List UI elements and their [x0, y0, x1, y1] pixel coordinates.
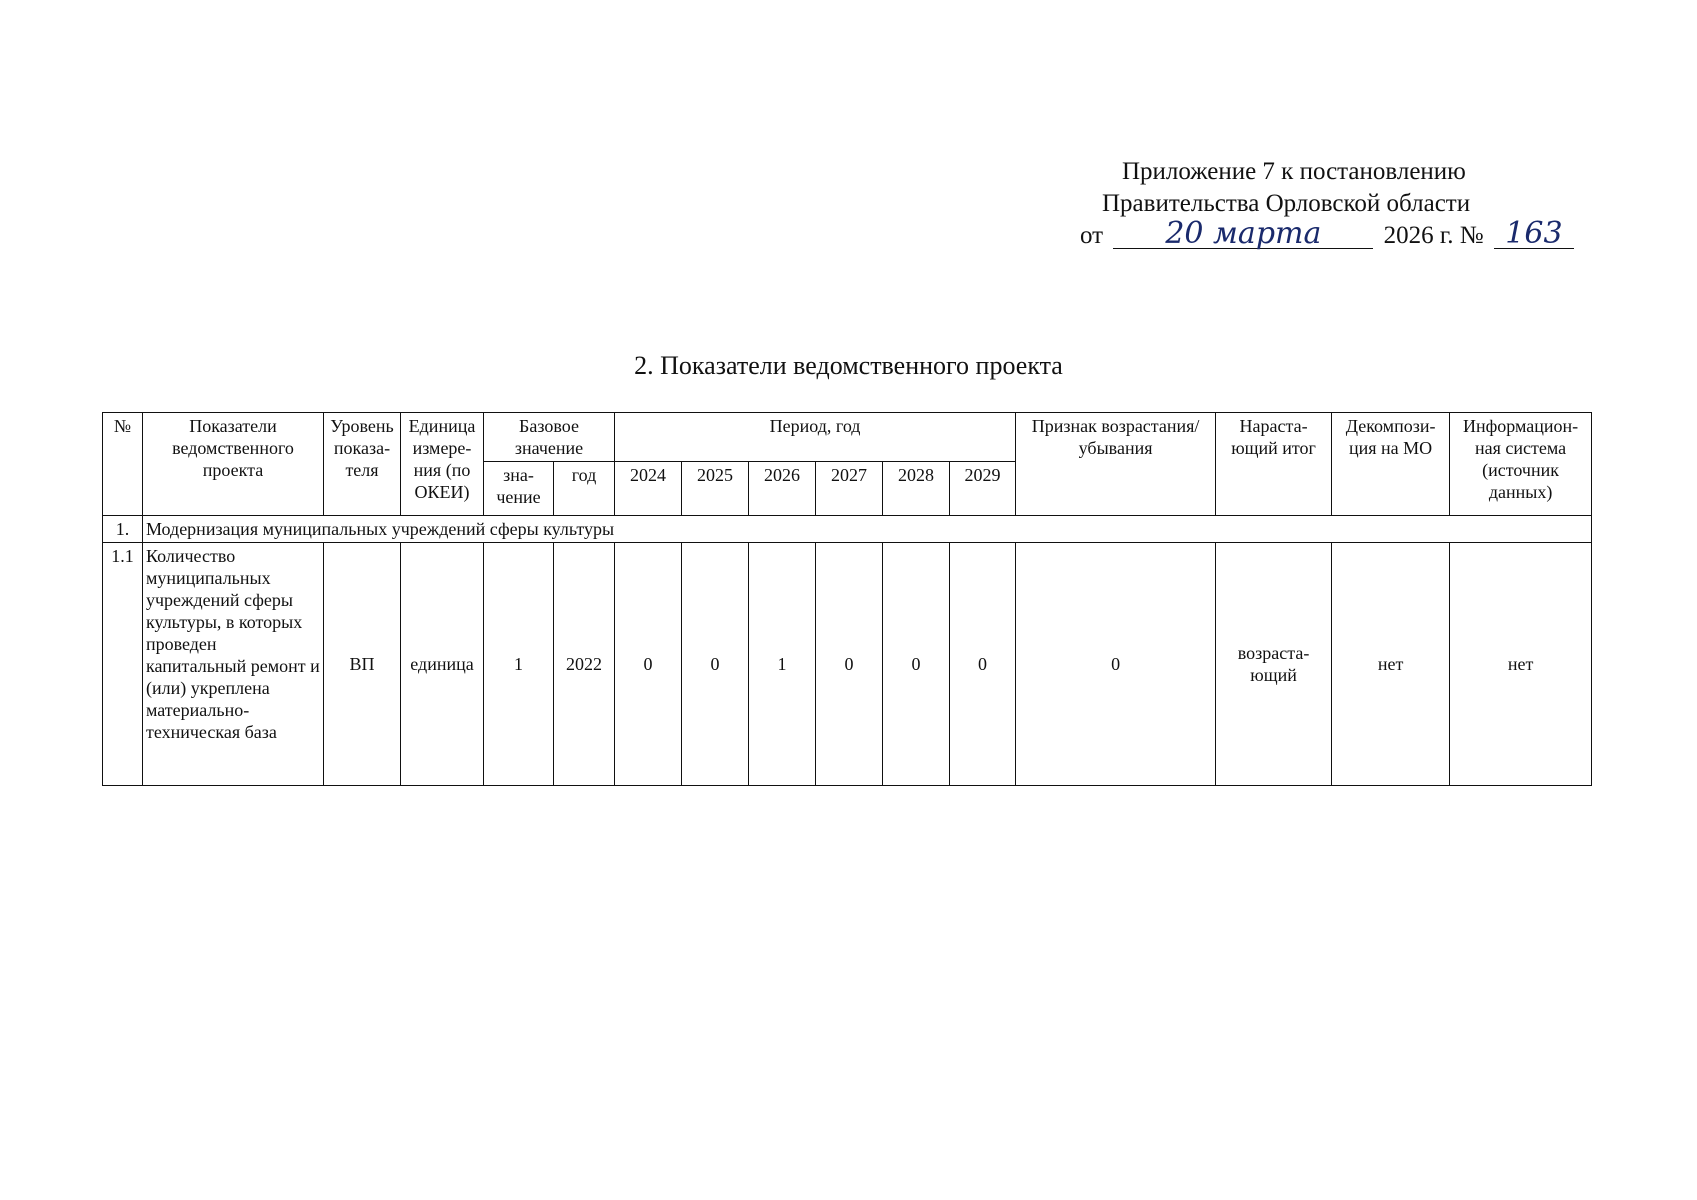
header-year-2028: 2028 [883, 462, 950, 516]
header-decomposition: Декомпози-ция на МО [1332, 413, 1450, 516]
row-cumulative: возраста-ющий [1216, 543, 1332, 786]
header-cumulative: Нараста-ющий итог [1216, 413, 1332, 516]
row-info-system: нет [1450, 543, 1592, 786]
row-value-2029: 0 [950, 543, 1016, 786]
header-base-value: зна-чение [484, 462, 554, 516]
header-year-2026: 2026 [749, 462, 816, 516]
header-year-2024: 2024 [615, 462, 682, 516]
handwritten-number: 163 [1494, 220, 1574, 249]
appendix-line-3 [1080, 216, 1574, 252]
section-num: 1. [103, 516, 143, 543]
row-indicator: Количество муниципальных учреждений сферы культуры, в которых проведен капитальный ремонт и (или) укреплена материально-техническая база [143, 543, 324, 786]
row-level: ВП [324, 543, 401, 786]
header-info-system: Информацион-ная система (источник данных) [1450, 413, 1592, 516]
row-trend: 0 [1016, 543, 1216, 786]
page-title: 2. Показатели ведомственного проекта [634, 351, 1063, 380]
row-value-2026: 1 [749, 543, 816, 786]
header-unit: Единица измере-ния (по ОКЕИ) [401, 413, 484, 516]
section-row [103, 516, 1592, 543]
row-value-2028: 0 [883, 543, 950, 786]
row-value-2025: 0 [682, 543, 749, 786]
header-year-2029: 2029 [950, 462, 1016, 516]
header-indicator: Показатели ведомственного проекта [143, 413, 324, 516]
header-row [103, 413, 1592, 462]
header-trend: Признак возрастания/убывания [1016, 413, 1216, 516]
row-base-value: 1 [484, 543, 554, 786]
header-year-2027: 2027 [816, 462, 883, 516]
header-level: Уровень показа-теля [324, 413, 401, 516]
appendix-line-1: Приложение 7 к постановлению [1122, 158, 1466, 185]
section-name: Модернизация муниципальных учреждений сферы культуры [143, 516, 1592, 543]
table-row [103, 543, 1592, 786]
row-decomposition: нет [1332, 543, 1450, 786]
row-base-year: 2022 [554, 543, 615, 786]
row-unit: единица [401, 543, 484, 786]
row-value-2024: 0 [615, 543, 682, 786]
header-num: № [103, 413, 143, 516]
header-base-year: год [554, 462, 615, 516]
year-number-label: 2026 г. № [1383, 222, 1484, 249]
appendix-line-2: Правительства Орловской области [1102, 190, 1471, 217]
indicators-table [102, 412, 1592, 786]
row-value-2027: 0 [816, 543, 883, 786]
header-year-2025: 2025 [682, 462, 749, 516]
header-period: Период, год [615, 413, 1016, 462]
handwritten-date: 20 марта [1113, 220, 1373, 249]
header-base: Базовое значение [484, 413, 615, 462]
date-prefix: от [1080, 222, 1104, 249]
row-num: 1.1 [103, 543, 143, 786]
